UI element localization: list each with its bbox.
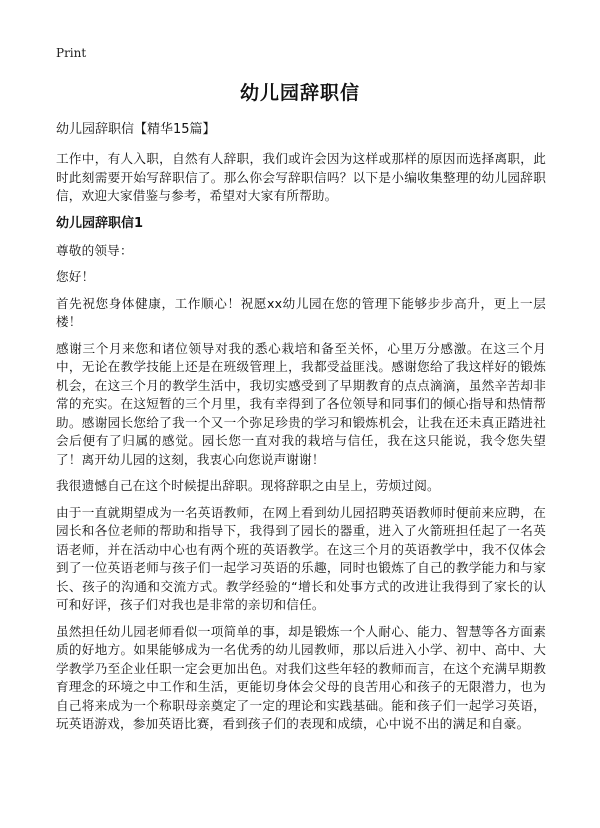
salutation: 尊敬的领导： xyxy=(56,242,133,258)
greeting: 您好！ xyxy=(56,269,95,284)
body-paragraph: 我很遗憾自己在这个时候提出辞职。现将辞职之由呈上，劳烦过阅。 xyxy=(56,478,440,493)
body-paragraph: 首先祝您身体健康，工作顺心！祝愿xx幼儿园在您的管理下能够步步高升，更上一层楼！ xyxy=(56,295,546,329)
section-heading: 幼儿园辞职信1 xyxy=(56,215,144,231)
document-title: 幼儿园辞职信 xyxy=(239,82,360,104)
body-paragraph: 感谢三个月来您和诸位领导对我的悉心栽培和备至关怀，心里万分感激。在这三个月中，无论在教学技能上还是在班级管理上，我都受益匪浅。感谢您给了我这样好的锻炼机会，在这三个月的教学生活中，我切实感受到了早期教育的点点滴滴，虽然辛苦却非常的充实。在这短暂的三个月里，我有幸得到了各位领导和同事们的倾心指导和热情帮助。感谢园长您给了我一个又一个弥足珍贵的学习和锻炼机会，让我在还未真正踏进社会后便有了归属的感觉。园长您一直对我的栽培与信任，我在这只能说，我令您失望了！离开幼儿园的这刻，我衷心向您说声谢谢！ xyxy=(56,340,546,467)
body-paragraph: 虽然担任幼儿园老师看似一项简单的事，却是锻炼一个人耐心、能力、智慧等各方面素质的好地方。如果能够成为一名优秀的幼儿园教师，那以后进入小学、初中、高中、大学教学乃至企业任职一定会更加出色。对我们这些年轻的教师而言，在这个充满早期教育理念的环境之中工作和生活，更能切身体会父母的良苦用心和孩子的无限潜力，也为自己将来成为一个称职母亲奠定了一定的理论和实践基础。能和孩子们一起学习英语，玩英语游戏，参加英语比赛，看到孩子们的表现和成绩，心中说不出的满足和自豪。 xyxy=(56,623,546,731)
intro-paragraph: 工作中，有人入职，自然有人辞职，我们或许会因为这样或那样的原因而选择离职，此时此刻需要开始写辞职信了。那么你会写辞职信吗？以下是小编收集整理的幼儿园辞职信，欢迎大家借鉴与参考，希望对大家有所帮助。 xyxy=(56,151,546,203)
body-paragraph: 由于一直就期望成为一名英语教师，在网上看到幼儿园招聘英语教师时便前来应聘，在园长和各位老师的帮助和指导下，我得到了园长的器重，进入了火箭班担任起了一名英语老师，并在活动中心也有两个班的英语教学。在这三个月的英语教学中，我不仅体会到了一位英语老师与孩子们一起学习英语的乐趣，同时也锻炼了自己的教学能力和与家长、孩子的沟通和交流方式。教学经验的“增长和处事方式的改进让我得到了家长的认可和好评，孩子们对我也是非常的亲切和信任。 xyxy=(56,504,546,612)
document-body xyxy=(56,120,546,742)
print-link[interactable]: Print xyxy=(56,46,87,60)
document-subtitle: 幼儿园辞职信【精华15篇】 xyxy=(56,122,216,137)
